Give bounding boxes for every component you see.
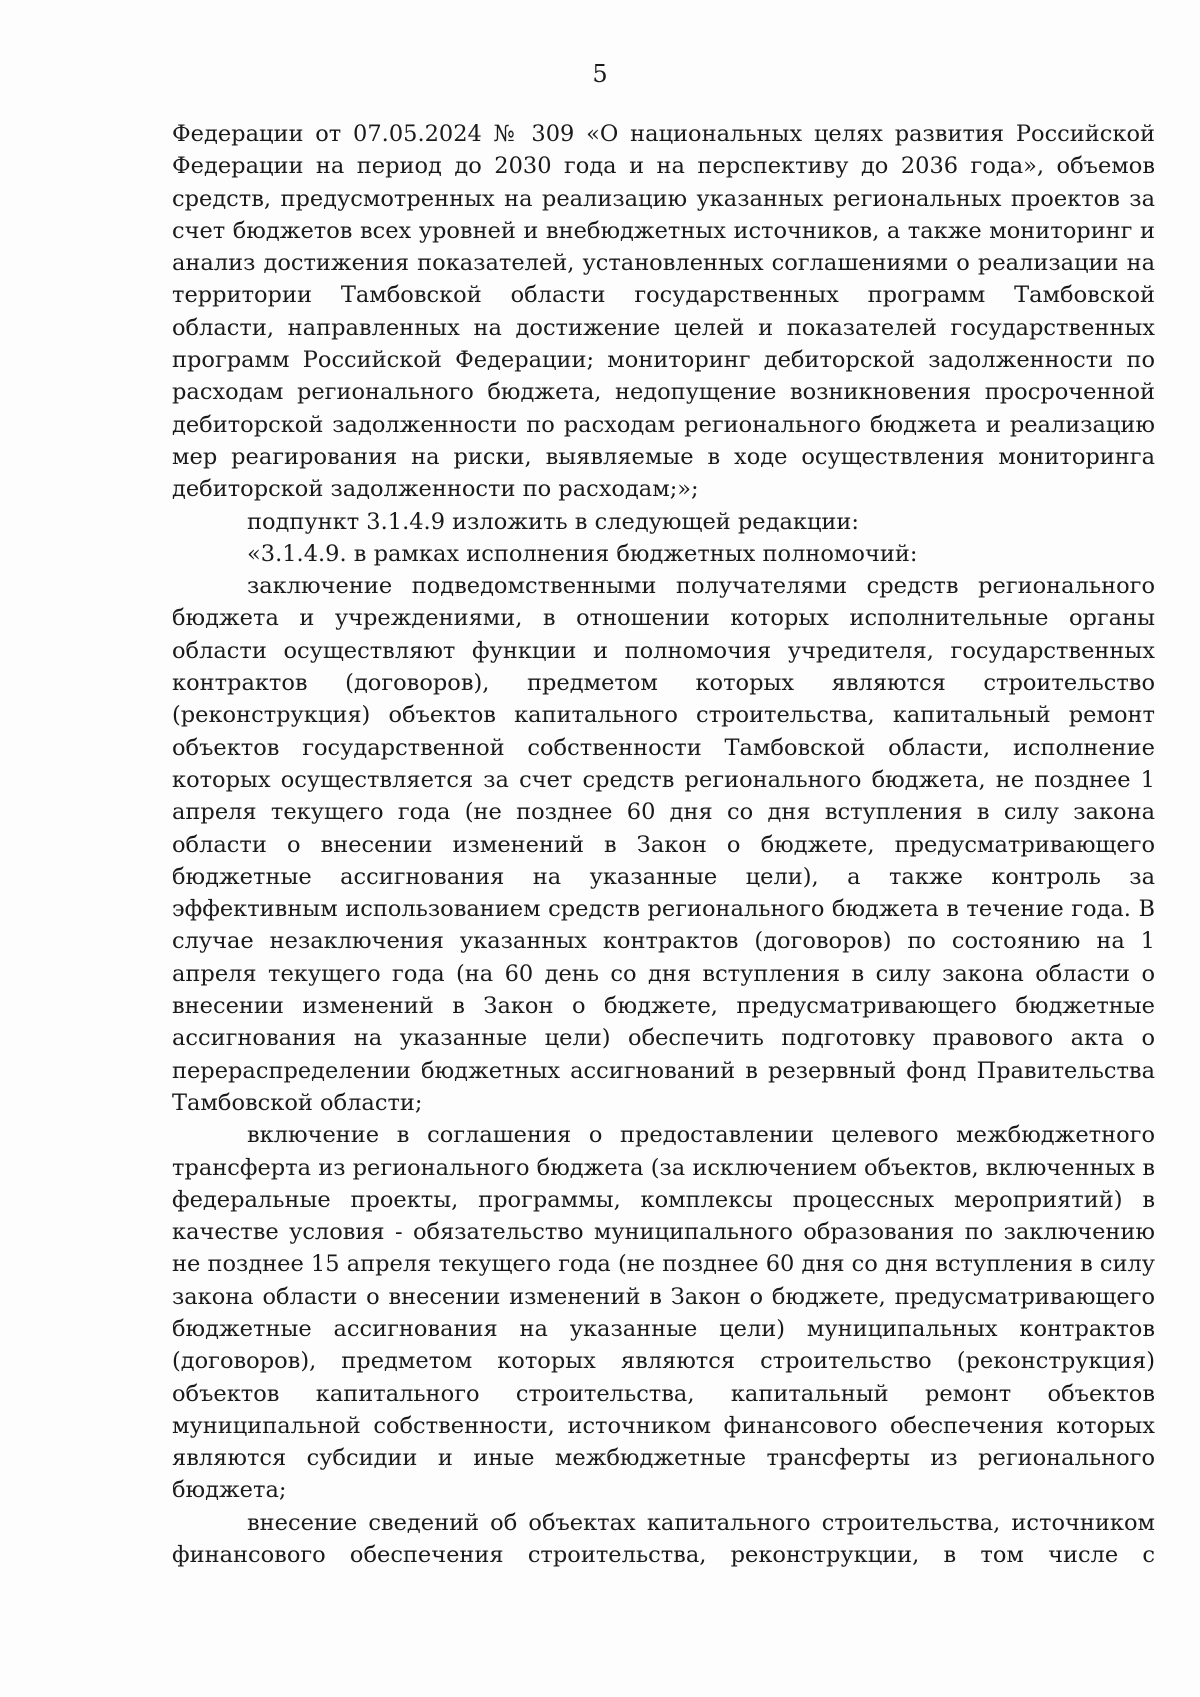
paragraph-2: подпункт 3.1.4.9 изложить в следующей редакции:: [247, 508, 859, 535]
paragraph-6: внесение сведений об объектах капитального строительства, источником финансового обеспечения строительства, реконструкции, в том числе с: [172, 1509, 1155, 1569]
document-body: [172, 118, 1155, 1571]
paragraph-3: «3.1.4.9. в рамках исполнения бюджетных полномочий:: [247, 540, 918, 567]
paragraph-5: включение в соглашения о предоставлении целевого межбюджетного трансферта из регионального бюджета (за исключением объектов, включенных в федеральные проекты, программы, комплексы процессных мероприятий) в качестве условия - обязательство муниципального образования по заключению не позднее 15 апреля текущего года (не позднее 60 дня со дня вступления в силу закона области о внесении изменений в Закон о бюджете, предусматривающего бюджетные ассигнования на указанные цели) муниципальных контрактов (договоров), предметом которых являются строительство (реконструкция) объектов капитального строительства, капитальный ремонт объектов муниципальной собственности, источником финансового обеспечения которых являются субсидии и иные межбюджетные трансферты из регионального бюджета;: [172, 1122, 1156, 1504]
paragraph-4: заключение подведомственными получателями средств регионального бюджета и учреждениями, в отношении которых исполнительные органы области осуществляют функции и полномочия учредителя, государственных контрактов (договоров), предметом которых являются строительство (реконструкция) объектов капитального строительства, капитальный ремонт объектов государственной собственности Тамбовской области, исполнение которых осуществляется за счет средств регионального бюджета, не позднее 1 апреля текущего года (не позднее 60 дня со дня вступления в силу закона области о внесении изменений в Закон о бюджете, предусматривающего бюджетные ассигнования на указанные цели), а также контроль за эффективным использованием средств регионального бюджета в течение года. В случае незаключения указанных контрактов (договоров) по состоянию на 1 апреля текущего года (на 60 день со дня вступления в силу закона области о внесении изменений в Закон о бюджете, предусматривающего бюджетные ассигнования на указанные цели) обеспечить подготовку правового акта о перераспределении бюджетных ассигнований в резервный фонд Правительства Тамбовской области;: [172, 573, 1155, 1116]
paragraph-1: Федерации от 07.05.2024 № 309 «О национальных целях развития Российской Федерации на период до 2030 года и на перспективу до 2036 года», объемов средств, предусмотренных на реализацию указанных региональных проектов за счет бюджетов всех уровней и внебюджетных источников, а также мониторинг и анализ достижения показателей, установленных соглашениями о реализации на территории Тамбовской области государственных программ Тамбовской области, направленных на достижение целей и показателей государственных программ Российской Федерации; мониторинг дебиторской задолженности по расходам регионального бюджета, недопущение возникновения просроченной дебиторской задолженности по расходам регионального бюджета и реализацию мер реагирования на риски, выявляемые в ходе осуществления мониторинга дебиторской задолженности по расходам;»;: [172, 121, 1155, 503]
page-number: 5: [592, 60, 608, 88]
